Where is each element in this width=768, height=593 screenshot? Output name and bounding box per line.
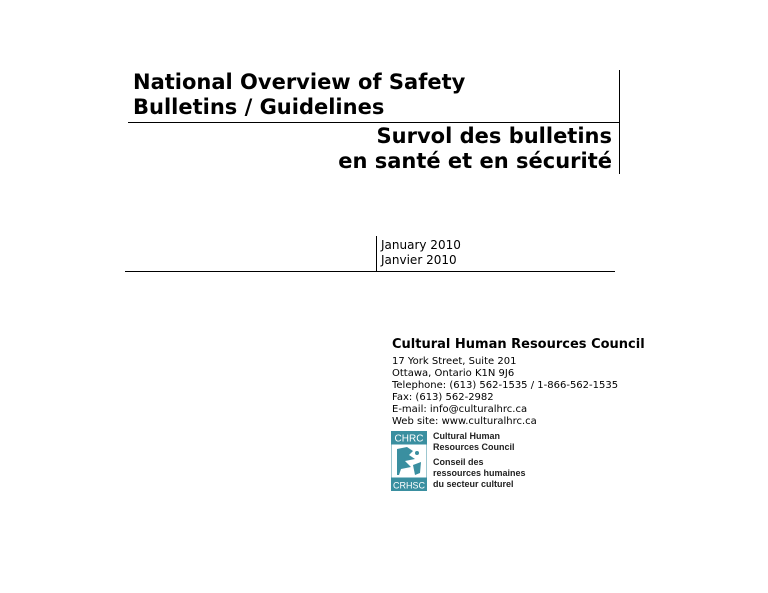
organization-contact (392, 336, 645, 428)
date-french: Janvier 2010 (381, 253, 457, 267)
title-french (338, 124, 612, 174)
logo-acronym-fr: CRHSC (392, 480, 426, 491)
date-horizontal-rule (125, 271, 615, 272)
address-line-2: Ottawa, Ontario K1N 9J6 (392, 368, 515, 379)
title-french-line2: en santé et en sécurité (338, 149, 612, 173)
logo-acronym-en: CHRC (394, 433, 424, 445)
organization-name: Cultural Human Resources Council (392, 337, 645, 352)
publication-date (381, 238, 461, 268)
address-line-1: 17 York Street, Suite 201 (392, 356, 517, 367)
telephone: Telephone: (613) 562-1535 / 1-866-562-1535 (392, 380, 619, 391)
logo-wordmark (433, 431, 526, 490)
title-english (133, 70, 465, 120)
logo-name-fr-1: Conseil des (433, 457, 484, 467)
logo-name-fr-2: ressources humaines (433, 468, 526, 478)
logo-name-en-1: Cultural Human (433, 431, 501, 441)
date-vertical-rule (376, 236, 377, 272)
title-english-line1: National Overview of Safety (133, 70, 466, 94)
title-english-line2: Bulletins / Guidelines (133, 95, 385, 119)
website: Web site: www.culturalhrc.ca (392, 416, 537, 427)
logo-name-fr-3: du secteur culturel (433, 479, 514, 489)
fax: Fax: (613) 562-2982 (392, 392, 494, 403)
chrc-logo-badge-icon (391, 431, 427, 491)
title-horizontal-rule (128, 122, 619, 123)
date-english: January 2010 (381, 238, 461, 252)
title-vertical-rule (619, 70, 620, 174)
title-french-line1: Survol des bulletins (376, 124, 612, 148)
logo-name-en-2: Resources Council (433, 442, 515, 452)
email: E-mail: info@culturalhrc.ca (392, 404, 528, 415)
chrc-logo (391, 431, 526, 491)
